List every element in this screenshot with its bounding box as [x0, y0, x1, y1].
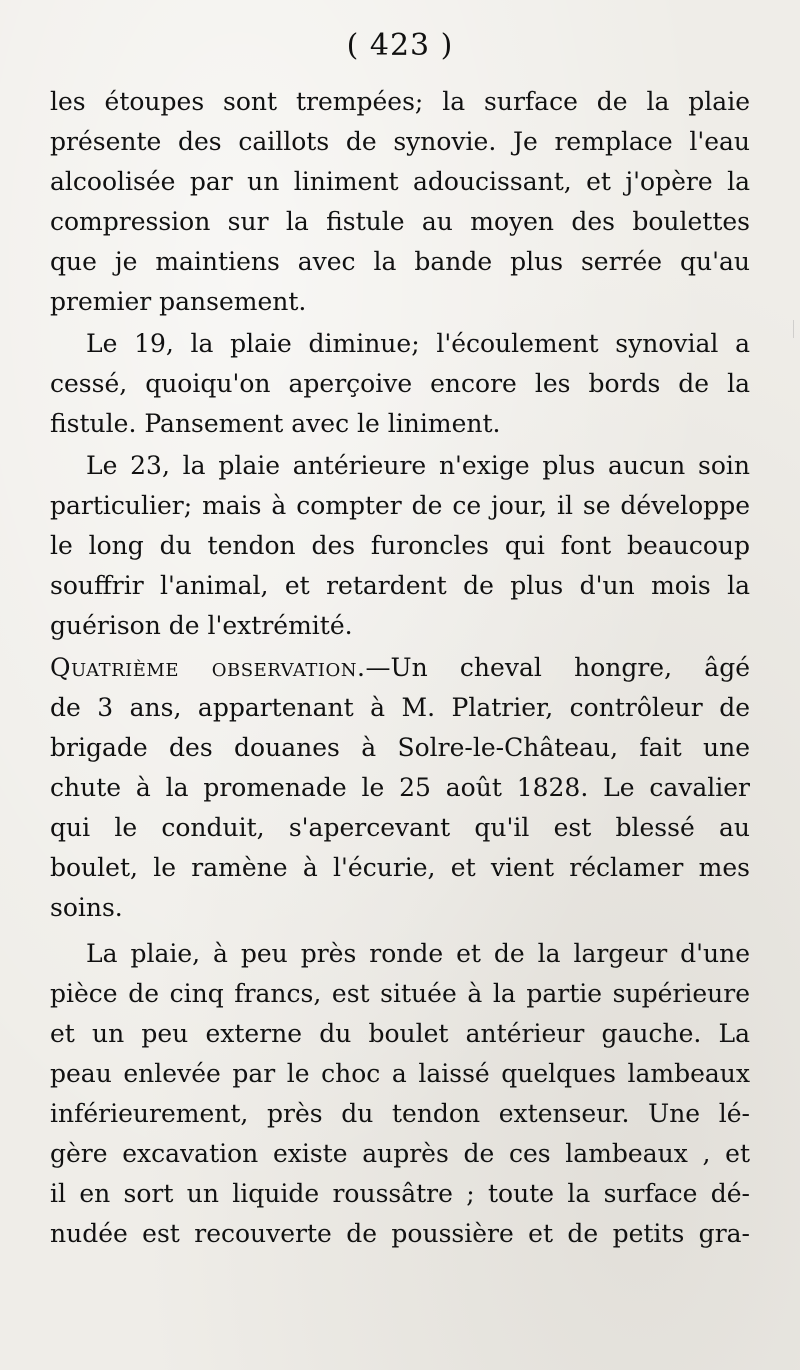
- body-text: [50, 82, 750, 1256]
- paragraph-3: [50, 446, 750, 646]
- text-line: fistule. Pansement avec le liniment.: [50, 409, 501, 438]
- text-line: particulier; mais à compter de ce jour, il se développe: [50, 491, 750, 520]
- text-line: les étoupes sont trempées; la surface de la plaie: [50, 87, 750, 116]
- text-line: que je maintiens avec la bande plus serrée qu'au: [50, 247, 750, 276]
- text-line: alcoolisée par un liniment adoucissant, et j'opère la: [50, 167, 750, 196]
- text-line: boulet, le ramène à l'écurie, et vient réclamer mes: [50, 853, 750, 882]
- text-line: souffrir l'animal, et retardent de plus d'un mois la: [50, 571, 750, 600]
- text-line: nudée est recouverte de poussière et de petits gra-: [50, 1219, 750, 1248]
- text-line: il en sort un liquide roussâtre ; toute la surface dé-: [50, 1179, 750, 1208]
- paragraph-2: [50, 324, 750, 444]
- text-line: chute à la promenade le 25 août 1828. Le cavalier: [50, 773, 750, 802]
- text-line: cessé, quoiqu'on aperçoive encore les bords de la: [50, 369, 750, 398]
- text-line-rest: —Un cheval hongre, âgé: [365, 653, 750, 682]
- page-number: ( 423 ): [346, 28, 454, 63]
- text-line: soins.: [50, 893, 123, 922]
- text-line: guérison de l'extrémité.: [50, 611, 353, 640]
- paragraph-4: [50, 648, 750, 928]
- text-line: premier pansement.: [50, 287, 307, 316]
- text-line: et un peu externe du boulet antérieur gauche. La: [50, 1019, 750, 1048]
- text-line: compression sur la fistule au moyen des boulettes: [50, 207, 750, 236]
- text-line: gère excavation existe auprès de ces lambeaux , et: [50, 1139, 750, 1168]
- text-line: pièce de cinq francs, est située à la partie supérieure: [50, 979, 750, 1008]
- text-line: peau enlevée par le choc a laissé quelques lambeaux: [50, 1059, 750, 1088]
- text-line: Le 23, la plaie antérieure n'exige plus aucun soin: [86, 451, 750, 480]
- observation-heading: Quatrième observation.: [50, 653, 366, 682]
- text-line: brigade des douanes à Solre-le-Château, fait une: [50, 733, 750, 762]
- text-line: La plaie, à peu près ronde et de la largeur d'une: [86, 939, 750, 968]
- paragraph-1: [50, 82, 750, 322]
- page-edge-mark: [789, 320, 794, 338]
- text-line: Le 19, la plaie diminue; l'écoulement synovial a: [86, 329, 750, 358]
- text-line: présente des caillots de synovie. Je remplace l'eau: [50, 127, 750, 156]
- text-line: de 3 ans, appartenant à M. Platrier, contrôleur de: [50, 693, 750, 722]
- paragraph-5: [50, 934, 750, 1254]
- text-line: [50, 648, 750, 688]
- text-line: inférieurement, près du tendon extenseur. Une lé-: [50, 1099, 750, 1128]
- text-line: le long du tendon des furoncles qui font beaucoup: [50, 531, 750, 560]
- text-line: qui le conduit, s'apercevant qu'il est blessé au: [50, 813, 750, 842]
